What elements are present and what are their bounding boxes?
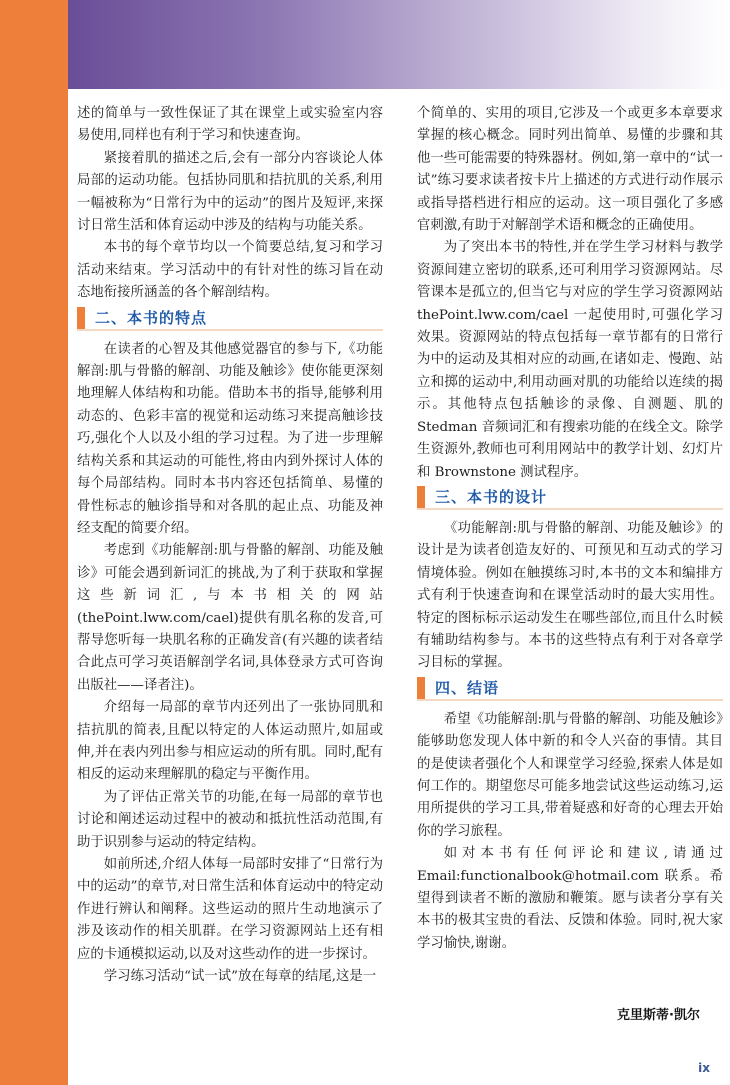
section-heading-conclusion <box>417 677 723 701</box>
author-signature: 克里斯蒂·凯尔 <box>617 1008 700 1023</box>
right-column <box>417 103 723 955</box>
page-number: ix <box>698 1061 710 1075</box>
paragraph: 为了突出本书的特性,并在学生学习材料与教学资源间建立密切的联系,还可利用学习资源网站。尽管课本是孤立的,但当它与对应的学生学习资源网站 thePoint.lww.com/cael 一起使用时,可强化学习效果。资源网站的特点包括每一章节都有的日常行为中的运动及其相对应的动画,在诸如走、慢跑、站立和掷的运动中,利用动画对肌的功能给以连续的揭示。其他特点包括触诊的录像、自测题、肌的 Stedman 音频词汇和有搜索功能的在线全文。除学生资源外,教师也可利用网站中的教学计划、幻灯片和 Brownstone 测试程序。 <box>417 240 723 480</box>
paragraph: 本书的每个章节均以一个简要总结,复习和学习活动来结束。学习活动中的有针对性的练习旨在动态地衔接所涵盖的各个解剖结构。 <box>77 240 383 301</box>
orange-side-band <box>0 0 68 1085</box>
paragraph-continued: 个简单的、实用的项目,它涉及一个或更多本章要求掌握的核心概念。同时列出简单、易懂的步骤和其他一些可能需要的特殊器材。例如,第一章中的“试一试”练习要求读者按卡片上描述的方式进行动作展示或指导搭档进行相应的运动。这一项目强化了多感官刺激,有助于对解剖学术语和概念的正确使用。 <box>417 106 723 234</box>
paragraph: 《功能解剖:肌与骨骼的解剖、功能及触诊》的设计是为读者创造友好的、可预见和互动式的学习情境体验。例如在触摸练习时,本书的文本和编排方式有利于快速查询和在课堂活动时的最大实用性。特定的图标标示运动发生在哪些部位,而且什么时候有辅助结构参与。本书的这些特点有利于对各章学习目标的掌握。 <box>417 520 723 671</box>
left-column <box>77 103 383 988</box>
section-heading-text: 四、结语 <box>435 679 500 698</box>
heading-marker <box>417 486 425 508</box>
section-heading-design <box>417 486 723 510</box>
section-heading-text: 三、本书的设计 <box>435 488 548 507</box>
paragraph: 如对本书有任何评论和建议,请通过 Email:functionalbook@hotmail.com 联系。希望得到读者不断的激励和鞭策。愿与读者分享有关本书的极其宝贵的看法、反馈和体验。同时,祝大家学习愉快,谢谢。 <box>417 846 723 951</box>
paragraph: 在读者的心智及其他感觉器官的参与下,《功能解剖:肌与骨骼的解剖、功能及触诊》使你能更深刻地理解人体结构和功能。借助本书的指导,能够利用动态的、色彩丰富的视觉和运动练习来提高触诊技巧,强化个人以及小组的学习过程。为了进一步理解结构关系和其运动的可能性,将由内到外探讨人体的每个局部结构。同时本书内容还包括简单、易懂的骨性标志的触诊指导和对各肌的起止点、功能及神经支配的简要介绍。 <box>77 341 383 536</box>
paragraph: 学习练习活动“试一试”放在每章的结尾,这是一 <box>103 969 377 985</box>
paragraph: 紧接着肌的描述之后,会有一部分内容谈论人体局部的运动功能。包括协同肌和拮抗肌的关系,利用一幅被称为“日常行为中的运动”的图片及短评,来探讨日常生活和体育运动中涉及的结构与功能关系。 <box>77 150 383 234</box>
section-heading-features <box>77 307 383 331</box>
heading-marker <box>417 677 425 699</box>
paragraph: 介绍每一局部的章节内还列出了一张协同肌和拮抗肌的简表,且配以特定的人体运动照片,如屈或伸,并在表内列出参与相应运动的所有肌。同时,配有相反的运动来理解肌的稳定与平衡作用。 <box>77 700 383 783</box>
paragraph: 考虑到《功能解剖:肌与骨骼的解剖、功能及触诊》可能会遇到新词汇的挑战,为了利于获取和掌握这些新词汇,与本书相关的网站(thePoint.lww.com/cael)提供有肌名称的发音,可帮导您听每一块肌名称的正确发音(有兴趣的读者结合此点可学习英语解剖学名词,具体登录方式可咨询出版社——译者注)。 <box>77 543 383 693</box>
paragraph: 希望《功能解剖:肌与骨骼的解剖、功能及触诊》能够助您发现人体中新的和令人兴奋的事情。其目的是使读者强化个人和课堂学习经验,探索人体是如何工作的。期望您尽可能多地尝试这些运动练习,运用所提供的学习工具,带着疑惑和好奇的心理去开始你的学习旅程。 <box>417 711 723 839</box>
section-heading-text: 二、本书的特点 <box>95 309 208 328</box>
paragraph: 如前所述,介绍人体每一局部时安排了“日常行为中的运动”的章节,对日常生活和体育运动中的特定动作进行辨认和阐释。这些运动的照片生动地演示了涉及该动作的相关肌群。在学习资源网站上还有相应的卡通模拟运动,以及对这些动作的进一步探讨。 <box>77 857 383 962</box>
header-gradient-banner <box>68 0 730 89</box>
paragraph-continued: 述的简单与一致性保证了其在课堂上或实验室内容易使用,同样也有利于学习和快速查询。 <box>77 106 383 144</box>
paragraph: 为了评估正常关节的功能,在每一局部的章节也讨论和阐述运动过程中的被动和抵抗性活动范围,有助于识别参与运动的特定结构。 <box>77 789 383 850</box>
heading-marker <box>77 307 85 329</box>
